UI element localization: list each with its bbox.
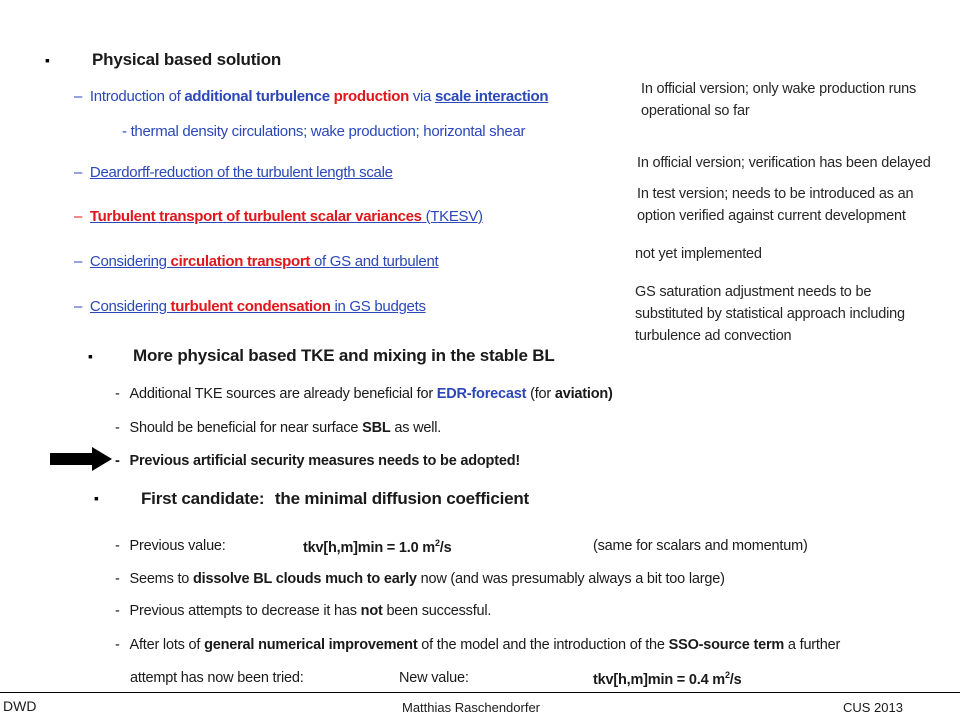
- dash: -: [115, 637, 120, 653]
- new-value: [593, 670, 742, 688]
- item-text: Should be beneficial for near surface: [129, 420, 363, 436]
- value-unit: /s: [729, 671, 742, 688]
- dash: -: [115, 453, 120, 469]
- dash: –: [74, 88, 83, 105]
- bold-text: dissolve BL clouds much to early: [192, 571, 417, 587]
- item-text: Previous artificial security measures needs to be adopted!: [129, 453, 520, 469]
- superscript: 2: [724, 670, 730, 680]
- item-text: as well.: [390, 420, 442, 436]
- bold-red-text: production: [333, 88, 409, 105]
- note-line: option verified against current development: [637, 208, 906, 224]
- previous-value: [303, 538, 452, 556]
- value-text: tkv[h,m]min = 1.0 m: [303, 539, 435, 556]
- superscript: 2: [434, 538, 440, 548]
- item-text: now (and was presumably always a bit too large): [416, 571, 725, 587]
- dash: –: [74, 298, 83, 315]
- dash: -: [115, 603, 120, 619]
- section-title-stable-bl: More physical based TKE and mixing in the stable BL: [133, 346, 555, 365]
- bold-text: not: [360, 603, 383, 619]
- item-text: (for: [526, 386, 555, 402]
- item-text: Seems to: [129, 571, 193, 587]
- note-gs-saturation: [635, 281, 905, 347]
- note-line: substituted by statistical approach including: [635, 306, 905, 322]
- subitem-text: - thermal density circulations; wake production; horizontal shear: [122, 123, 526, 140]
- new-value-label: New value:: [399, 670, 469, 686]
- dash: –: [74, 164, 83, 181]
- dash: -: [115, 386, 120, 402]
- list-item: [115, 420, 441, 436]
- item-text: Considering: [89, 253, 171, 270]
- item-text: After lots of: [129, 637, 205, 653]
- list-item-previous-value: [115, 538, 226, 554]
- dash: -: [115, 538, 120, 554]
- bold-text: aviation): [554, 386, 613, 402]
- bold-text: additional turbulence: [184, 88, 330, 105]
- item-text: in GS budgets: [330, 298, 426, 315]
- list-item: [115, 453, 520, 469]
- dash: –: [74, 253, 83, 270]
- footer-left: DWD: [3, 698, 37, 714]
- note-line: GS saturation adjustment needs to be: [635, 284, 872, 300]
- section-title-physical-solution: Physical based solution: [92, 50, 282, 69]
- note-test-version: [637, 183, 913, 227]
- item-text: Considering: [89, 298, 171, 315]
- footer-right: CUS 2013: [843, 700, 903, 715]
- value-text: tkv[h,m]min = 0.4 m: [593, 671, 725, 688]
- item-text: been successful.: [382, 603, 492, 619]
- note-line: operational so far: [641, 103, 750, 119]
- bullet-icon: ▪: [45, 52, 50, 68]
- bold-text: SSO-source term: [668, 637, 785, 653]
- attempt-line: attempt has now been tried:: [130, 670, 304, 686]
- note-line: In test version; needs to be introduced as an: [637, 186, 914, 202]
- list-item: [74, 208, 483, 225]
- bold-blue-text: EDR-forecast: [436, 386, 527, 402]
- item-text: a further: [784, 637, 841, 653]
- bullet-icon: ▪: [88, 348, 93, 364]
- dash: -: [115, 571, 120, 587]
- note-wake-production: [641, 78, 916, 122]
- bold-red-text: turbulent condensation: [170, 298, 331, 315]
- footer-rule: [0, 692, 960, 693]
- item-text: Additional TKE sources are already beneficial for: [129, 386, 437, 402]
- right-arrow-icon: [50, 447, 112, 471]
- circulation-transport-link[interactable]: [90, 253, 438, 270]
- previous-value-note: (same for scalars and momentum): [593, 538, 808, 554]
- bold-red-text: of turbulent scalar variances: [222, 208, 422, 225]
- scale-interaction-link[interactable]: scale interaction: [434, 88, 549, 105]
- footer-author: Matthias Raschendorfer: [402, 700, 541, 715]
- bold-text: SBL: [362, 420, 391, 436]
- item-text: via: [408, 88, 435, 105]
- bold-text: general numerical improvement: [204, 637, 418, 653]
- bold-red-text: Turbulent transport: [89, 208, 223, 225]
- deardorff-link[interactable]: Deardorff-reduction of the turbulent length scale: [89, 164, 393, 181]
- dash: -: [115, 420, 120, 436]
- item-text: (TKESV): [421, 208, 483, 225]
- tkesv-link[interactable]: [90, 208, 483, 225]
- item-text: Introduction of: [89, 88, 185, 105]
- turbulent-condensation-link[interactable]: [90, 298, 426, 315]
- item-text: of GS and turbulent: [310, 253, 439, 270]
- item-text: of the model and the introduction of the: [417, 637, 669, 653]
- list-item: [115, 603, 491, 619]
- item-text: Previous value:: [129, 538, 226, 554]
- note-not-implemented: not yet implemented: [635, 246, 762, 262]
- title-part: the minimal diffusion coefficient: [274, 489, 530, 508]
- note-line: In official version; only wake production runs: [641, 81, 917, 97]
- bold-red-text: circulation transport: [170, 253, 311, 270]
- list-item: [74, 298, 426, 315]
- bullet-icon: ▪: [94, 490, 99, 506]
- item-text: Previous attempts to decrease it has: [129, 603, 361, 619]
- value-unit: /s: [439, 539, 452, 556]
- title-part: First candidate:: [141, 489, 265, 508]
- list-item: [74, 253, 438, 270]
- list-item: [115, 637, 840, 653]
- section-title-first-candidate: [141, 489, 529, 509]
- note-line: turbulence ad convection: [635, 328, 792, 344]
- note-verification-delayed: In official version; verification has been delayed: [637, 155, 931, 171]
- list-item: [115, 386, 613, 402]
- dash: –: [74, 208, 83, 225]
- list-item: [115, 571, 725, 587]
- list-item: [74, 88, 548, 105]
- list-item: [74, 164, 393, 181]
